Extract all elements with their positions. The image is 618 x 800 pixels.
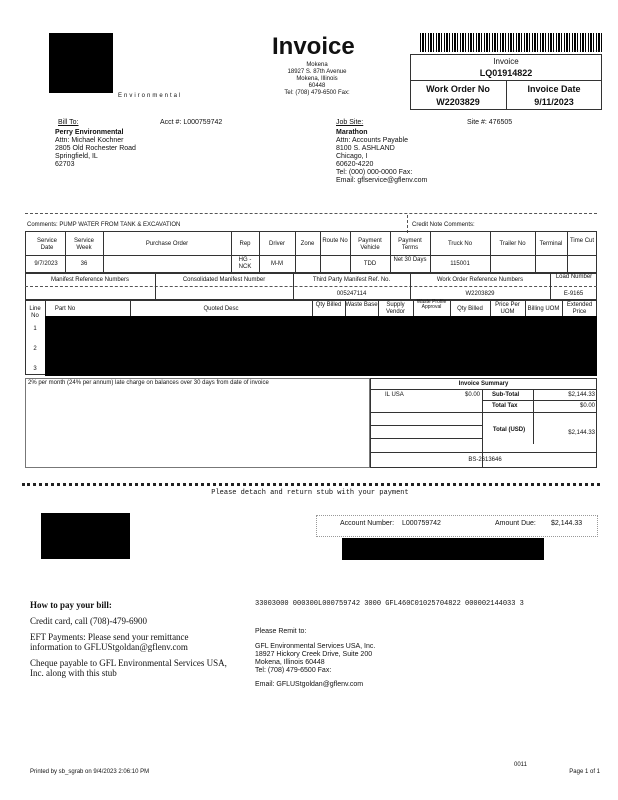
- summary-subtotal: $2,144.33: [568, 392, 595, 398]
- job-site-address: Marathon Attn: Accounts Payable 8100 S. ASHLAND Chicago, I 60620-4220 Tel: (000) 000-0000 Fax: Email: gflservice@gflenv.com: [336, 129, 428, 184]
- logo-redacted: [49, 33, 113, 93]
- line-no-1: 1: [33, 326, 37, 332]
- value-third-party-manifest: 005247114: [336, 291, 367, 297]
- header-trailer-no: Trailer No: [499, 241, 526, 247]
- bill-to-label: Bill To:: [58, 119, 79, 126]
- header-zone: Zone: [300, 241, 315, 247]
- header-terminal: Terminal: [539, 241, 563, 247]
- header-line-no: Line No: [29, 306, 41, 319]
- value-load-number: E-9165: [563, 291, 584, 297]
- header-purchase-order: Purchase Order: [145, 241, 189, 247]
- credit-note-comments: Credit Note Comments:: [412, 222, 475, 228]
- amount-due-value: $2,144.33: [551, 520, 583, 527]
- service-table: [25, 231, 597, 273]
- value-driver: M-M: [271, 261, 283, 267]
- bill-to-address: Perry Environmental Attn: Michael Kochner 2805 Old Rochester Road Springfield, IL 62703: [55, 129, 136, 168]
- header-waste-base: Waste Base: [345, 302, 378, 308]
- header-billing-uom: Billing UOM: [527, 306, 560, 312]
- invoice-date-label: Invoice Date: [527, 84, 581, 94]
- terms-note: 2% per month (24% per annum) late charge on balances over 30 days from date of invoice: [28, 380, 269, 386]
- summary-title: Invoice Summary: [458, 381, 509, 387]
- summary-footer-code: BS-2613646: [468, 457, 502, 463]
- header-payment-vehicle: Payment Vehicle: [358, 238, 382, 251]
- header-manifest-ref: Manifest Reference Numbers: [50, 277, 130, 283]
- invoice-number: LQ01914822: [479, 68, 533, 78]
- comments: Comments: PUMP WATER FROM TANK & EXCAVATION: [27, 222, 181, 228]
- header-load-number: Load Number: [555, 274, 593, 280]
- summary-tax: $0.00: [579, 403, 595, 409]
- header-service-week: Service Week: [73, 238, 94, 251]
- summary-tax-label: Total Tax: [492, 403, 518, 409]
- terms-box: [25, 378, 370, 468]
- header-qty: Qty Billed: [315, 302, 342, 308]
- remit-email: Email: GFLUStgoldan@gflenv.com: [255, 681, 364, 688]
- summary-state: IL USA: [385, 392, 404, 398]
- page-title: Invoice: [272, 33, 355, 60]
- value-truck-no: 115001: [450, 261, 470, 267]
- footer-mark: 0011: [514, 762, 527, 768]
- page-number: Page 1 of 1: [569, 769, 600, 775]
- line-items-redacted: [45, 316, 597, 376]
- value-work-order-ref: W2203829: [465, 291, 495, 297]
- job-site-number: Site #: 476505: [467, 119, 513, 126]
- header-quoted-desc: Quoted Desc: [203, 306, 239, 312]
- header-rep: Rep: [239, 241, 251, 247]
- value-service-date: 9/7/2023: [34, 261, 58, 267]
- header-payment-terms: Payment Terms: [398, 238, 422, 251]
- line-no-2: 2: [33, 346, 37, 352]
- printed-by: Printed by sb_sgrab on 9/4/2023 2:06:10 PM: [30, 769, 150, 775]
- stub-logo-redacted: [41, 513, 130, 559]
- header-third-party-manifest: Third Party Manifest Ref. No.: [312, 277, 391, 283]
- header-consolidated-manifest: Consolidated Manifest Number: [182, 277, 266, 283]
- value-payment-terms: Net 30 Days: [393, 257, 427, 263]
- summary-total: $2,144.33: [568, 430, 595, 436]
- detach-note: Please detach and return stub with your payment: [211, 489, 409, 497]
- header-qty-billed: Qty Billed: [457, 306, 483, 312]
- summary-total-label: Total (USD): [492, 427, 526, 433]
- work-order-label: Work Order No: [426, 84, 490, 94]
- logo-caption: Environmental: [118, 93, 183, 99]
- amount-due-label: Amount Due:: [495, 520, 536, 527]
- value-rep: HG - NCK: [238, 257, 252, 270]
- barcode: [420, 33, 602, 52]
- how-to-pay: How to pay your bill: Credit card, call (708)-479-6900 EFT Payments: Please send your remittance information to GFLUStgoldan@gflenv.com Cheque payable to GFL Environmental Services USA, Inc. along with this stub: [30, 600, 227, 678]
- header-service-date: Service Date: [36, 238, 57, 251]
- invoice-label: Invoice: [493, 57, 519, 66]
- work-order-number: W2203829: [436, 97, 480, 107]
- detach-line: [22, 483, 600, 486]
- stub-address-redacted: [342, 538, 544, 560]
- bill-to-acct: Acct #: L000759742: [160, 119, 223, 126]
- remit-address: GFL Environmental Services USA, Inc. 18927 Hickory Creek Drive, Suite 200 Mokena, Illinois 60448 Tel: (708) 479-6500 Fax:: [255, 643, 376, 674]
- header-extended-price: Extended Price: [566, 302, 593, 315]
- header-time-cut: Time Cut: [569, 238, 595, 244]
- company-address: Mokena 18927 S. 87th Avenue Mokena, Illinois 60448 Tel: (708) 479-6500 Fax:: [284, 62, 350, 96]
- summary-subtotal-label: Sub-Total: [492, 392, 520, 398]
- account-value: L000759742: [402, 520, 441, 527]
- line-no-3: 3: [33, 366, 37, 372]
- invoice-date: 9/11/2023: [534, 97, 574, 107]
- header-waste-profile: Waste Profile Approval: [416, 299, 447, 310]
- value-service-week: 36: [80, 261, 88, 267]
- header-supply-vendor: Supply Vendor: [385, 302, 406, 315]
- summary-tax-rate: $0.00: [464, 392, 480, 398]
- account-label: Account Number:: [340, 520, 395, 527]
- value-payment-vehicle: TDD: [363, 261, 377, 267]
- header-work-order-ref: Work Order Reference Numbers: [436, 277, 524, 283]
- job-site-label: Job Site:: [336, 119, 364, 126]
- scan-line: 33003000 000300L000759742 3000 GFL460C01025704822 000002144033 3: [255, 600, 524, 608]
- header-truck-no: Truck No: [447, 241, 473, 247]
- header-route-no: Route No: [322, 238, 348, 244]
- remit-label: Please Remit to:: [255, 628, 307, 635]
- header-price-per-uom: Price Per UOM: [495, 302, 520, 315]
- header-driver: Driver: [269, 241, 285, 247]
- header-part-no: Part No: [54, 306, 76, 312]
